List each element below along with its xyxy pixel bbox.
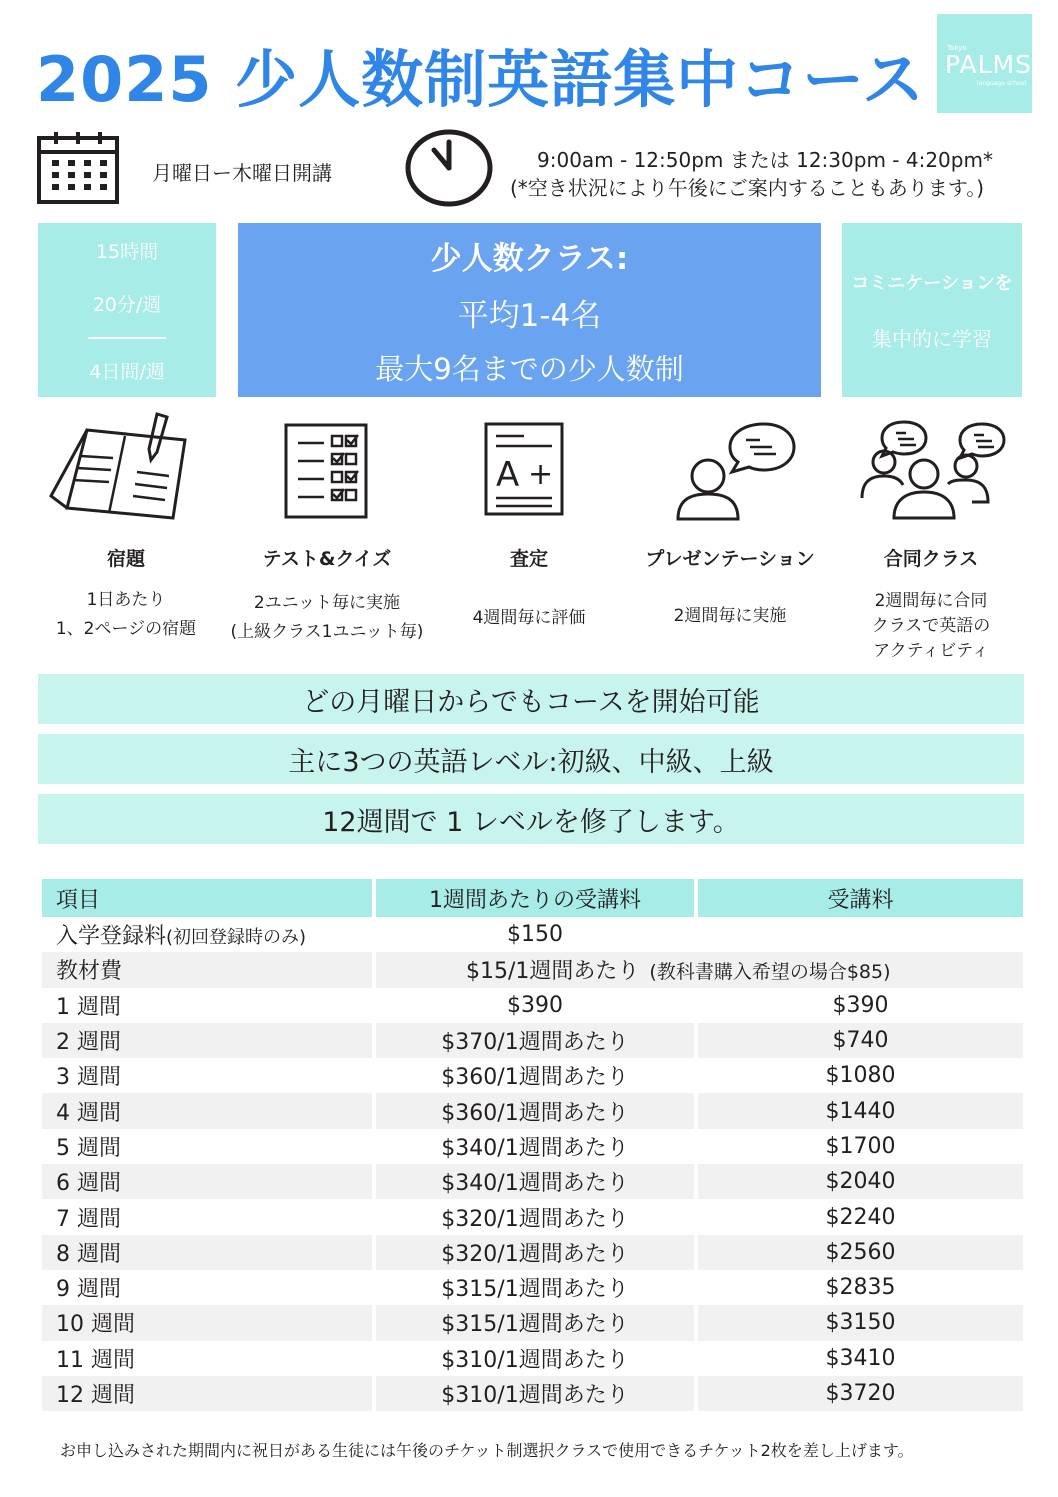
feature-desc-line: 2ユニット毎に実施 — [253, 593, 401, 613]
registration-label — [42, 917, 372, 952]
row-total: $2040 — [698, 1164, 1023, 1199]
clock-icon — [404, 128, 494, 208]
feature-desc-presentation — [630, 602, 830, 631]
row-per-week: $310/1週間あたり — [441, 1347, 629, 1373]
table-row — [42, 1093, 1023, 1128]
row-total: $1080 — [825, 1063, 896, 1089]
row-per-week: $315/1週間あたり — [441, 1277, 629, 1303]
row-item: 1 週間 — [56, 994, 121, 1020]
row-per-week: $310/1週間あたり — [376, 1376, 694, 1411]
materials-fee-value: $15/1週間あたり — [466, 959, 640, 985]
row-per-week: $360/1週間あたり — [441, 1065, 629, 1091]
row-item: 8 週間 — [42, 1235, 372, 1270]
table-row — [42, 1376, 1023, 1411]
feature-desc-line: 2週間毎に実施 — [673, 606, 787, 626]
registration-label-note: (初回登録時のみ) — [166, 927, 307, 949]
row-item: 10 週間 — [42, 1305, 372, 1340]
row-item: 12 週間 — [42, 1376, 372, 1411]
table-row — [42, 1305, 1023, 1340]
materials-fee-note: (教科書購入希望の場合$85) — [649, 961, 891, 984]
checklist-icon — [284, 423, 368, 519]
logo-small-top: Tokyo — [947, 44, 967, 52]
registration-fee: $150 — [507, 922, 563, 948]
row-total: $2240 — [825, 1204, 896, 1230]
hours-line1: 15時間 — [95, 240, 159, 263]
row-total: $2560 — [698, 1235, 1023, 1270]
table-row — [42, 1341, 1023, 1376]
row-per-week: $320/1週間あたり — [441, 1206, 629, 1232]
feature-desc-line: 1、2ページの宿題 — [55, 619, 197, 639]
schedule-times: 9:00am - 12:50pm または 12:30pm - 4:20pm* — [537, 148, 993, 172]
notebook-pencil-icon — [47, 410, 193, 522]
feature-desc-line: 4週間毎に評価 — [472, 608, 586, 628]
class-heading: 少人数クラス: — [430, 240, 629, 277]
class-max: 最大9名までの少人数制 — [375, 351, 684, 386]
feature-desc-line: 2週間毎に合同 — [874, 591, 988, 611]
feature-desc-tests — [227, 589, 427, 647]
row-total: $3720 — [698, 1376, 1023, 1411]
feature-desc-line: (上級クラス1ユニット毎) — [230, 622, 424, 642]
row-item: 9 週間 — [56, 1277, 121, 1303]
page-title: 2025 少人数制英語集中コース — [36, 43, 926, 116]
hours-box — [38, 223, 216, 397]
row-total: $3150 — [698, 1305, 1023, 1340]
svg-text:A: A — [496, 455, 520, 495]
hours-divider — [88, 337, 166, 339]
header-item: 項目 — [42, 879, 372, 917]
feature-desc-assessment — [429, 604, 629, 633]
row-total: $390 — [832, 992, 889, 1018]
schedule-days: 月曜日ー木曜日開講 — [152, 161, 332, 185]
row-per-week: $320/1週間あたり — [376, 1235, 694, 1270]
table-row — [42, 1270, 1023, 1305]
materials-row — [42, 952, 1023, 987]
table-row — [42, 988, 1023, 1023]
feature-label-tests: テスト&クイズ — [262, 548, 392, 570]
row-per-week: $340/1週間あたり — [376, 1164, 694, 1199]
row-item: 5 週間 — [56, 1135, 121, 1161]
feature-desc-line: アクティビティ — [873, 641, 989, 661]
fee-table-header — [42, 879, 1023, 917]
row-per-week: $390 — [507, 992, 563, 1018]
row-per-week: $370/1週間あたり — [376, 1023, 694, 1058]
feature-desc-line: 1日あたり — [86, 590, 166, 610]
row-item: 6 週間 — [42, 1164, 372, 1199]
row-total: $1440 — [698, 1093, 1023, 1128]
registration-blank — [698, 917, 1023, 952]
row-item: 11 週間 — [56, 1347, 135, 1373]
band-completion: 12週間で 1 レベルを修了します。 — [38, 794, 1024, 844]
svg-text:+: + — [528, 457, 554, 492]
table-row — [42, 1235, 1023, 1270]
row-per-week: $315/1週間あたり — [376, 1305, 694, 1340]
header-total: 受講料 — [698, 879, 1023, 917]
footnote: お申し込みされた期間内に祝日がある生徒には午後のチケット制選択クラスで使用できるチケット2枚を差し上げます。 — [60, 1441, 914, 1460]
registration-row — [42, 917, 1023, 952]
calendar-icon — [36, 130, 120, 206]
table-row — [42, 1199, 1023, 1234]
table-row — [42, 1058, 1023, 1093]
row-total: $740 — [698, 1023, 1023, 1058]
grade-paper-icon — [484, 422, 564, 516]
band-levels: 主に3つの英語レベル:初級、中級、上級 — [38, 734, 1024, 784]
row-item: 7 週間 — [56, 1206, 121, 1232]
comm-line1: コミニケーションを — [851, 272, 1013, 294]
row-per-week: $360/1週間あたり — [376, 1093, 694, 1128]
row-total: $3410 — [825, 1345, 896, 1371]
schedule-note: (*空き状況により午後にご案内することもあります。) — [510, 176, 985, 200]
feature-desc-homework — [26, 586, 226, 644]
palms-logo — [937, 14, 1032, 113]
class-size-box — [238, 223, 821, 397]
row-per-week: $340/1週間あたり — [441, 1135, 629, 1161]
materials-label: 教材費 — [42, 952, 372, 987]
hours-line3: 4日間/週 — [89, 360, 165, 383]
feature-label-homework: 宿題 — [106, 548, 145, 570]
table-row — [42, 1164, 1023, 1199]
hours-line2: 20分/週 — [92, 293, 162, 316]
materials-fee — [376, 952, 1023, 987]
feature-label-joint-class: 合同クラス — [883, 548, 979, 570]
fee-table — [38, 879, 1027, 1411]
feature-label-presentation: プレゼンテーション — [645, 548, 815, 570]
registration-label-text: 入学登録料 — [56, 924, 167, 950]
logo-brand: PALMS — [945, 50, 1032, 79]
row-total: $1700 — [825, 1133, 896, 1159]
band-start-any-monday: どの月曜日からでもコースを開始可能 — [38, 674, 1024, 724]
presenter-icon — [674, 420, 798, 522]
table-row — [42, 1129, 1023, 1164]
group-chat-icon — [860, 418, 1010, 522]
row-total: $2835 — [825, 1275, 896, 1301]
feature-desc-joint-class — [831, 589, 1031, 664]
class-average: 平均1-4名 — [457, 297, 602, 334]
row-item: 4 週間 — [42, 1093, 372, 1128]
comm-line2: 集中的に学習 — [872, 326, 992, 351]
communication-box — [842, 223, 1022, 397]
header-per-week: 1週間あたりの受講料 — [376, 879, 694, 917]
table-row — [42, 1023, 1023, 1058]
feature-desc-line: クラスで英語の — [871, 616, 991, 636]
row-item: 3 週間 — [56, 1065, 121, 1091]
feature-label-assessment: 査定 — [509, 548, 548, 570]
row-item: 2 週間 — [42, 1023, 372, 1058]
logo-small-bottom: language school — [977, 80, 1027, 87]
